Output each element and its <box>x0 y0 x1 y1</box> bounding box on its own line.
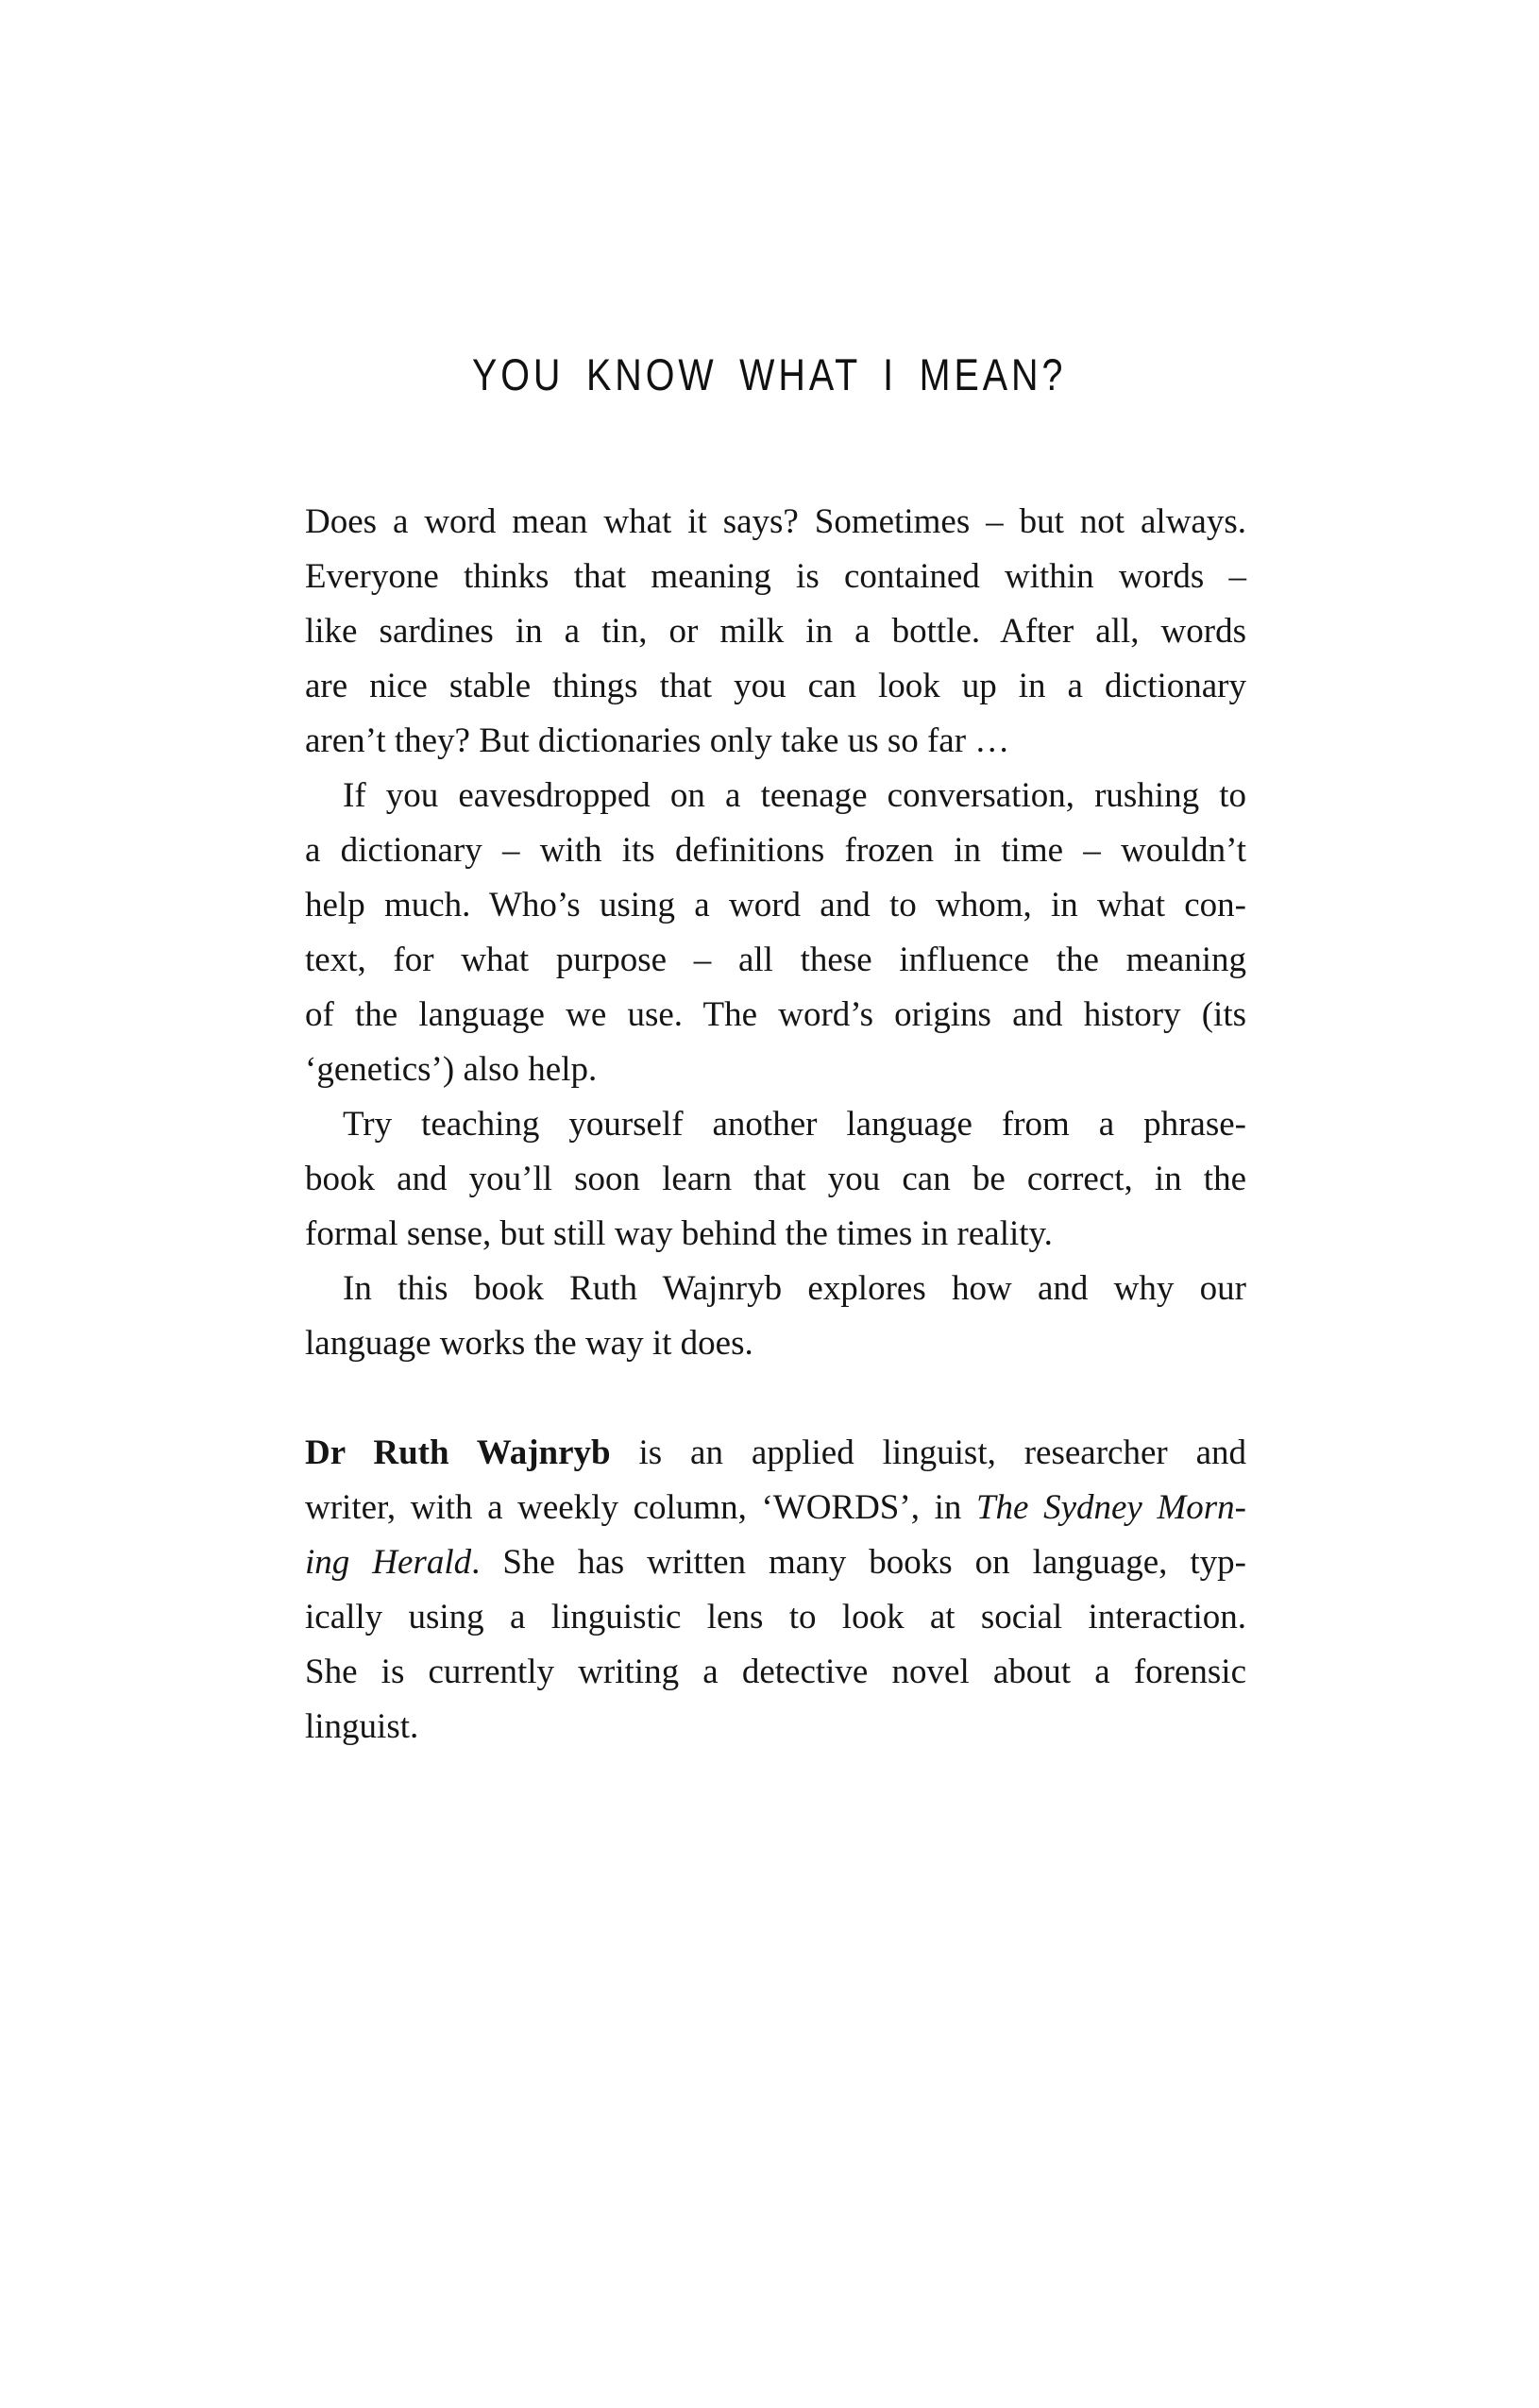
text-line: Try teaching yourself another language from a phrase- <box>343 1105 1246 1144</box>
italic-text: The Sydney Morn- <box>975 1488 1246 1527</box>
text-segment: writer, with a weekly column, ‘WORDS’, in <box>305 1488 976 1527</box>
text-line <box>305 1481 1246 1535</box>
text-line: ically using a linguistic lens to look at social interaction. <box>305 1598 1246 1636</box>
text-line: In this book Ruth Wajnryb explores how and why our <box>343 1269 1246 1308</box>
paragraph <box>305 769 1246 1097</box>
text-line: are nice stable things that you can look up in a dictionary <box>305 667 1246 705</box>
text-line <box>305 1535 1246 1590</box>
title-wrap <box>0 319 1539 431</box>
text-line: a dictionary – with its definitions frozen in time – wouldn’t <box>305 831 1246 870</box>
paragraph <box>305 1426 1246 1755</box>
text-line: language works the way it does. <box>305 1324 753 1363</box>
page-title: YOU KNOW WHAT I MEAN? <box>472 349 1067 400</box>
text-line: book and you’ll soon learn that you can be correct, in the <box>305 1160 1246 1198</box>
italic-text: ing Herald <box>305 1543 472 1582</box>
text-line: formal sense, but still way behind the times in reality. <box>305 1214 1053 1253</box>
paragraph <box>305 1097 1246 1262</box>
text-line <box>305 1426 1246 1481</box>
text-line: ‘genetics’) also help. <box>305 1050 598 1089</box>
text-line: like sardines in a tin, or milk in a bottle. After all, words <box>305 612 1246 651</box>
paragraph <box>305 1262 1246 1371</box>
text-line: Everyone thinks that meaning is contained within words – <box>305 557 1246 596</box>
paragraph <box>305 495 1246 769</box>
paragraph-spacer <box>305 1371 1246 1426</box>
text-line: help much. Who’s using a word and to whom, in what con- <box>305 886 1246 924</box>
text-line: Does a word mean what it says? Sometimes – but not always. <box>305 502 1246 541</box>
text-line: linguist. <box>305 1707 419 1746</box>
text-line: If you eavesdropped on a teenage conversation, rushing to <box>343 776 1246 815</box>
body-text <box>305 495 1246 1755</box>
text-line: aren’t they? But dictionaries only take us so far … <box>305 721 1010 760</box>
text-line: of the language we use. The word’s origins and history (its <box>305 995 1246 1034</box>
bold-text: Dr Ruth Wajnryb <box>305 1433 611 1472</box>
text-segment: . She has written many books on language, typ- <box>471 1543 1246 1582</box>
text-segment: is an applied linguist, researcher and <box>610 1433 1246 1472</box>
text-line: She is currently writing a detective novel about a forensic <box>305 1653 1246 1691</box>
text-line: text, for what purpose – all these influence the meaning <box>305 941 1246 979</box>
